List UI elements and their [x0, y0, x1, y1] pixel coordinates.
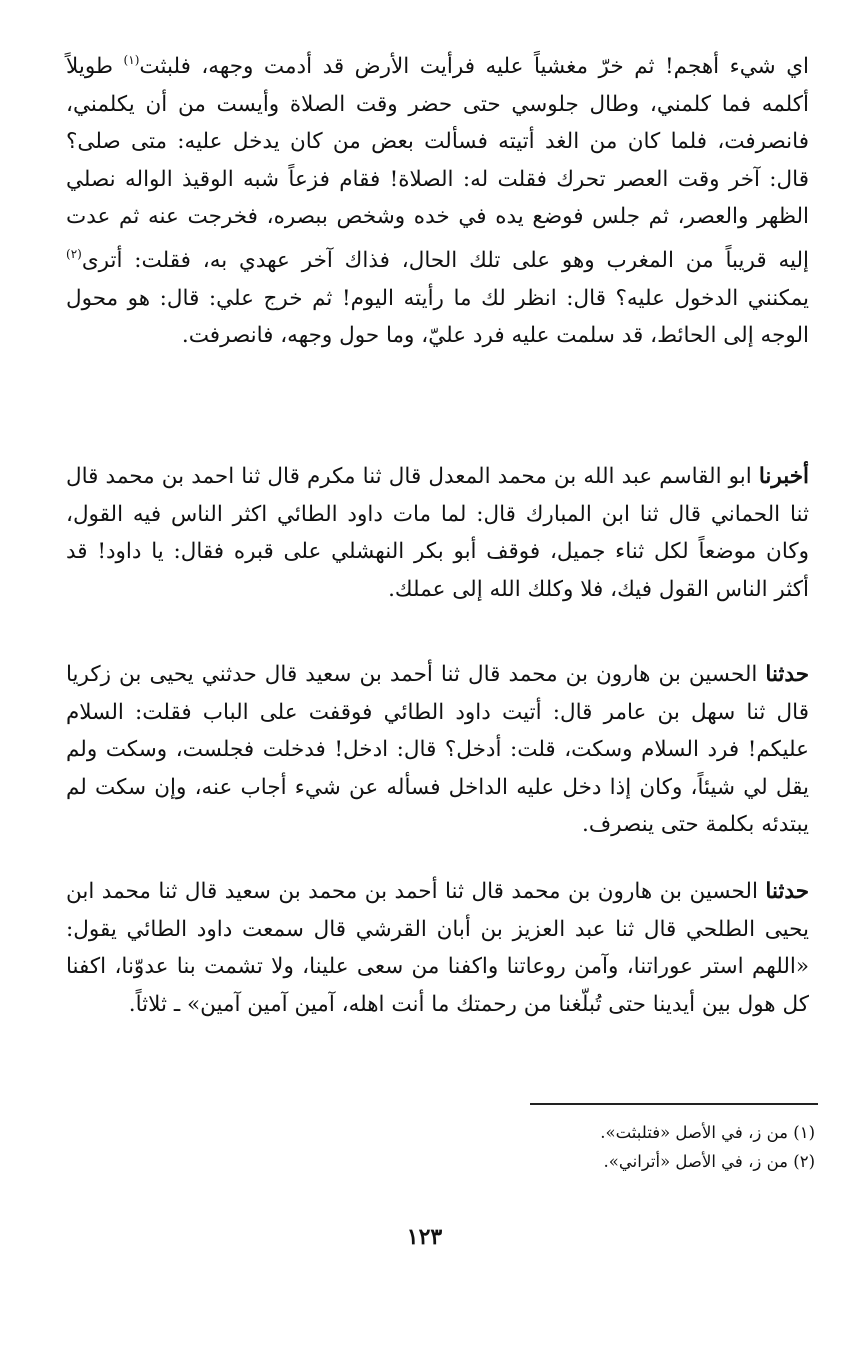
footnote-divider	[530, 1103, 818, 1105]
paragraph-3	[66, 656, 809, 844]
footnotes	[300, 1118, 815, 1176]
paragraph-3-lead: حدثنا	[765, 662, 809, 687]
paragraph-2-text: ابو القاسم عبد الله بن محمد المعدل قال ثنا مكرم قال ثنا احمد بن محمد قال ثنا الحماني قال ثنا ابن المبارك قال: لما مات داود الطائي اكثر الناس فيه القول، وكان موضعاً لكل ثناء جميل، فوقف أبو بكر النهشلي على قبره فقال: يا داود! قد أكثر الناس القول فيك، فلا وكلك الله إلى عملك.	[66, 464, 809, 602]
footnote-1: (١) من ز، في الأصل «فتلبثت».	[600, 1123, 815, 1142]
paragraph-4-text: الحسين بن هارون بن محمد قال ثنا أحمد بن محمد بن سعيد قال ثنا محمد ابن يحيى الطلحي قال ثنا عبد العزيز بن أبان القرشي قال سمعت داود الطائي يقول: «اللهم استر عوراتنا، وآمن روعاتنا واكفنا من سعى علينا، ولا تشمت بنا عدوّنا، اكفنا كل هول بين أيدينا حتى تُبلّغنا من رحمتك ما أنت اهله، آمين آمين آمين» ـ ثلاثاً.	[66, 879, 809, 1017]
paragraph-1	[66, 42, 809, 355]
paragraph-1-text-a: اي شيء أهجم! ثم خرّ مغشياً عليه فرأيت الأرض قد أدمت وجهه، فلبثت	[139, 54, 809, 79]
paragraph-1-text-c: يمكنني الدخول عليه؟ قال: انظر لك ما رأيته اليوم! ثم خرج علي: قال: هو محول الوجه إلى الحائط، قد سلمت عليه فرد عليّ، وما حول وجهه، فانصرفت.	[66, 285, 809, 349]
paragraph-2	[66, 458, 809, 608]
footnote-2: (٢) من ز، في الأصل «أتراني».	[603, 1152, 815, 1171]
footnote-marker-2: (٢)	[66, 246, 82, 261]
paragraph-4-lead: حدثنا	[765, 879, 809, 904]
paragraph-4	[66, 873, 809, 1023]
page-number: ١٢٣	[406, 1224, 443, 1250]
paragraph-1-text-b: طويلاً أكلمه فما كلمني، وطال جلوسي حتى حضر وقت الصلاة وأيست من أن يكلمني، فانصرفت، فلما كان من الغد أتيته فسألت بعض من كان يدخل عليه: متى صلى؟ قال: آخر وقت العصر تحرك فقلت له: الصلاة! فقام فزعاً شبه الوقيذ الواله نصلي الظهر والعصر، ثم جلس فوضع يده في خده وشخص ببصره، فخرجت عنه ثم عدت إليه قريباً من المغرب وهو على تلك الحال، فذاك آخر عهدي به، فقلت: أترى	[66, 54, 809, 273]
footnote-marker-1: (١)	[123, 53, 140, 67]
paragraph-3-text: الحسين بن هارون بن محمد قال ثنا أحمد بن سعيد قال حدثني يحيى بن زكريا قال ثنا سهل بن عامر قال: أتيت داود الطائي فوقفت على الباب فقلت: السلام عليكم! فرد السلام وسكت، قلت: أدخل؟ قال: ادخل! فدخلت فجلست، وسكت ولم يقل لي شيئاً، وكان إذا دخل عليه الداخل فسأله عن شيء أجاب عنه، وإن سكت لم يبتدئه بكلمة حتى ينصرف.	[66, 662, 809, 838]
paragraph-2-lead: أخبرنا	[758, 464, 809, 489]
